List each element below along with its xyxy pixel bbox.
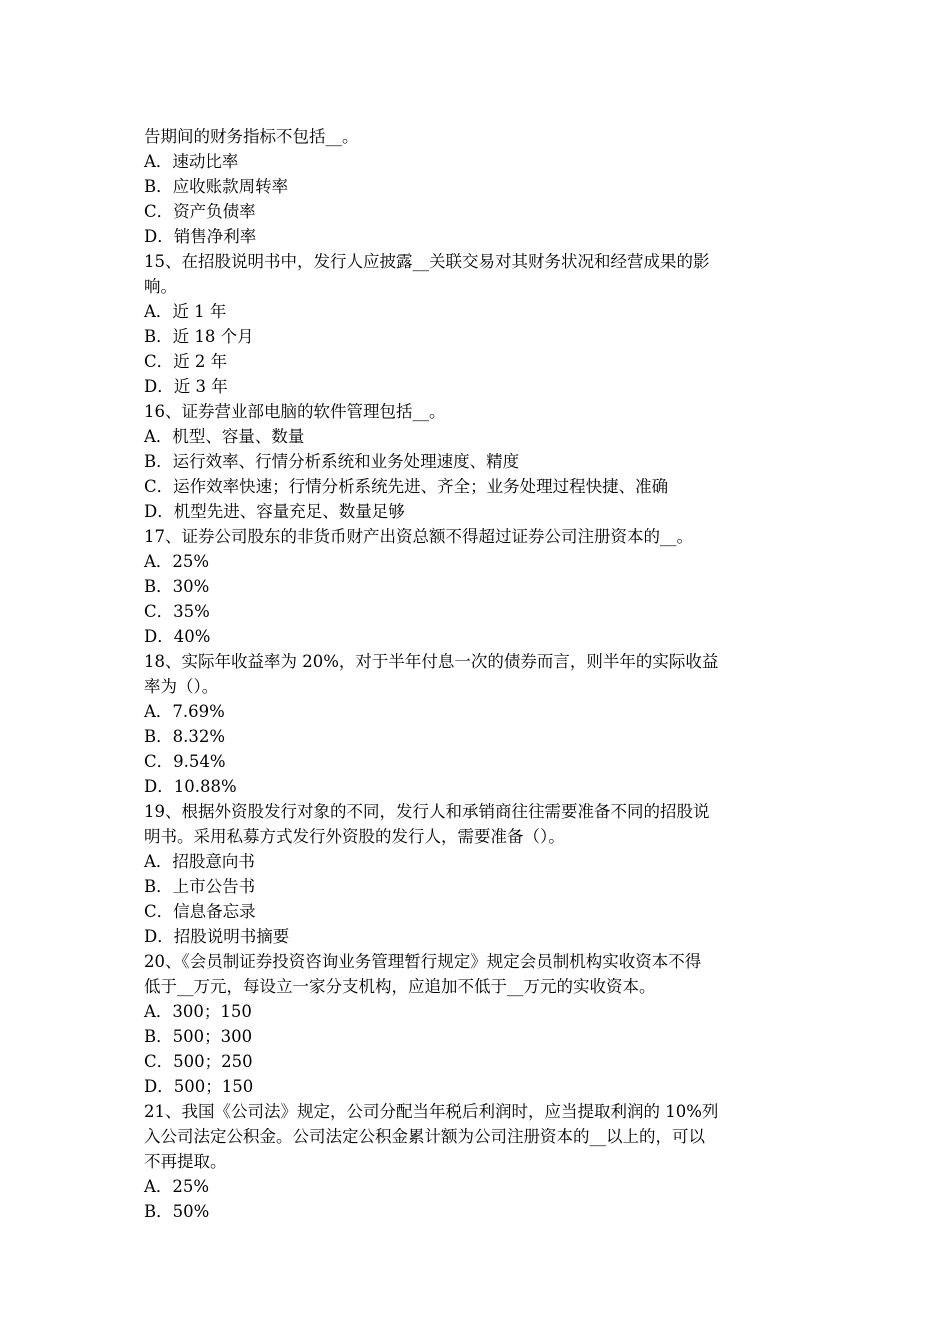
option-line: A．机型、容量、数量 xyxy=(144,427,305,446)
option-line: D．10.88% xyxy=(144,777,237,796)
option-line: C．资产负债率 xyxy=(144,202,256,221)
option-line: D．500；150 xyxy=(144,1077,254,1096)
option-line: A．招股意向书 xyxy=(144,852,255,871)
text-line: 告期间的财务指标不包括__。 xyxy=(144,127,359,146)
option-line: D．销售净利率 xyxy=(144,227,257,246)
option-line: B．近 18 个月 xyxy=(144,327,254,346)
option-line: D．近 3 年 xyxy=(144,377,228,396)
option-line: A．近 1 年 xyxy=(144,302,227,321)
question-line: 16、证券营业部电脑的软件管理包括__。 xyxy=(144,402,446,421)
question-line: 20、《会员制证券投资咨询业务管理暂行规定》规定会员制机构实收资本不得 xyxy=(144,952,702,971)
option-line: A．速动比率 xyxy=(144,152,239,171)
question-line: 21、我国《公司法》规定，公司分配当年税后利润时，应当提取利润的 10%列 xyxy=(144,1102,719,1121)
question-line: 19、根据外资股发行对象的不同，发行人和承销商往往需要准备不同的招股说 xyxy=(144,802,710,821)
option-line: A．25% xyxy=(144,1177,210,1196)
question-line: 入公司法定公积金。公司法定公积金累计额为公司注册资本的__以上的，可以 xyxy=(144,1127,705,1146)
question-line: 18、实际年收益率为 20%，对于半年付息一次的债券而言，则半年的实际收益 xyxy=(144,652,719,671)
document-body xyxy=(144,124,812,1224)
question-line: 低于__万元，每设立一家分支机构，应追加不低于__万元的实收资本。 xyxy=(144,977,656,996)
option-line: B．500；300 xyxy=(144,1027,253,1046)
option-line: C．近 2 年 xyxy=(144,352,228,371)
option-line: A．7.69% xyxy=(144,702,225,721)
option-line: D．招股说明书摘要 xyxy=(144,927,290,946)
option-line: A．300；150 xyxy=(144,1002,252,1021)
option-line: C．运作效率快速；行情分析系统先进、齐全；业务处理过程快捷、准确 xyxy=(144,477,669,496)
question-line: 15、在招股说明书中，发行人应披露__关联交易对其财务状况和经营成果的影 xyxy=(144,252,710,271)
option-line: B．30% xyxy=(144,577,210,596)
option-line: C．500；250 xyxy=(144,1052,253,1071)
option-line: C．35% xyxy=(144,602,210,621)
option-line: B．50% xyxy=(144,1202,210,1221)
question-line: 率为（）。 xyxy=(144,677,219,696)
question-line: 17、证券公司股东的非货币财产出资总额不得超过证券公司注册资本的__。 xyxy=(144,527,693,546)
option-line: A．25% xyxy=(144,552,210,571)
option-line: B．运行效率、行情分析系统和业务处理速度、精度 xyxy=(144,452,520,471)
question-line: 响。 xyxy=(144,277,177,296)
question-line: 不再提取。 xyxy=(144,1152,227,1171)
option-line: B．应收账款周转率 xyxy=(144,177,289,196)
option-line: D．40% xyxy=(144,627,211,646)
option-line: B．上市公告书 xyxy=(144,877,256,896)
option-line: C．信息备忘录 xyxy=(144,902,256,921)
option-line: B．8.32% xyxy=(144,727,226,746)
option-line: D．机型先进、容量充足、数量足够 xyxy=(144,502,405,521)
option-line: C．9.54% xyxy=(144,752,226,771)
question-line: 明书。采用私募方式发行外资股的发行人，需要准备（）。 xyxy=(144,827,565,846)
